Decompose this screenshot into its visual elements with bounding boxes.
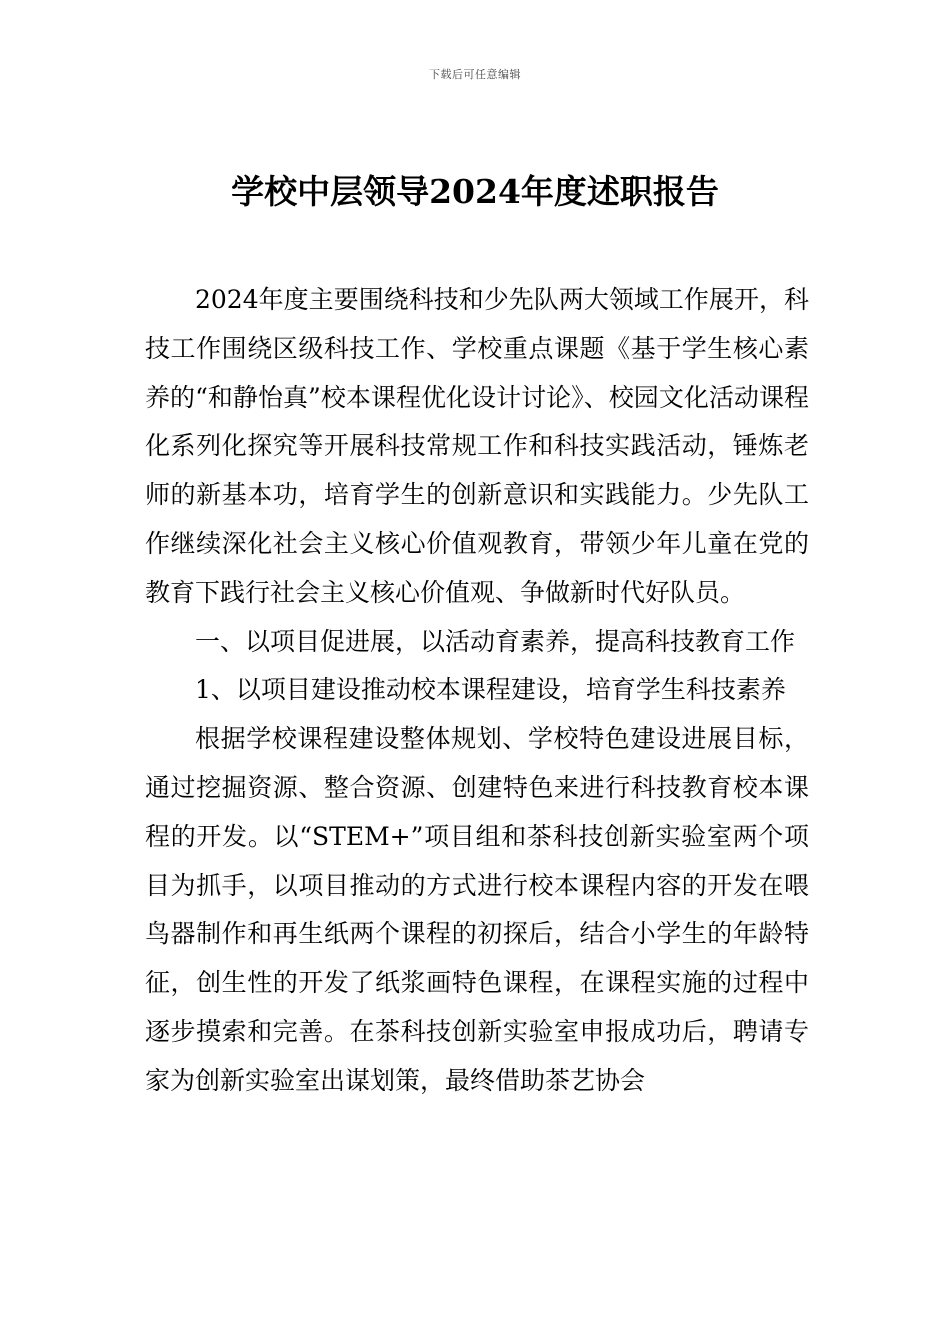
paragraph-curriculum: 根据学校课程建设整体规划、学校特色建设进展目标，通过挖掘资源、整合资源、创建特色来进行科技教育校本课程的开发。以“STEM+”项目组和茶科技创新实验室两个项目为抓手，以项目推动的方式进行校本课程内容的开发在喂鸟器制作和再生纸两个课程的初探后，结合小学生的年龄特征，创生性的开发了纸浆画特色课程，在课程实施的过程中逐步摸索和完善。在茶科技创新实验室申报成功后，聘请专家为创新实验室出谋划策，最终借助茶艺协会: [145, 724, 809, 1095]
page-header-note: 下载后可任意编辑: [429, 68, 521, 81]
section-heading-1: 一、以项目促进展，以活动育素养，提高科技教育工作: [195, 626, 796, 656]
document-body: [145, 276, 809, 1106]
subsection-heading-1-1: 1、以项目建设推动校本课程建设，培育学生科技素养: [195, 675, 786, 705]
paragraph-intro: 2024年度主要围绕科技和少先队两大领域工作展开，科技工作围绕区级科技工作、学校重点课题《基于学生核心素养的“和静怡真”校本课程优化设计讨论》、校园文化活动课程化系列化探究等开展科技常规工作和科技实践活动，锤炼老师的新基本功，培育学生的创新意识和实践能力。少先队工作继续深化社会主义核心价值观教育，带领少年儿童在党的教育下践行社会主义核心价值观、争做新时代好队员。: [145, 285, 809, 607]
document-title: 学校中层领导2024年度述职报告: [231, 172, 719, 211]
